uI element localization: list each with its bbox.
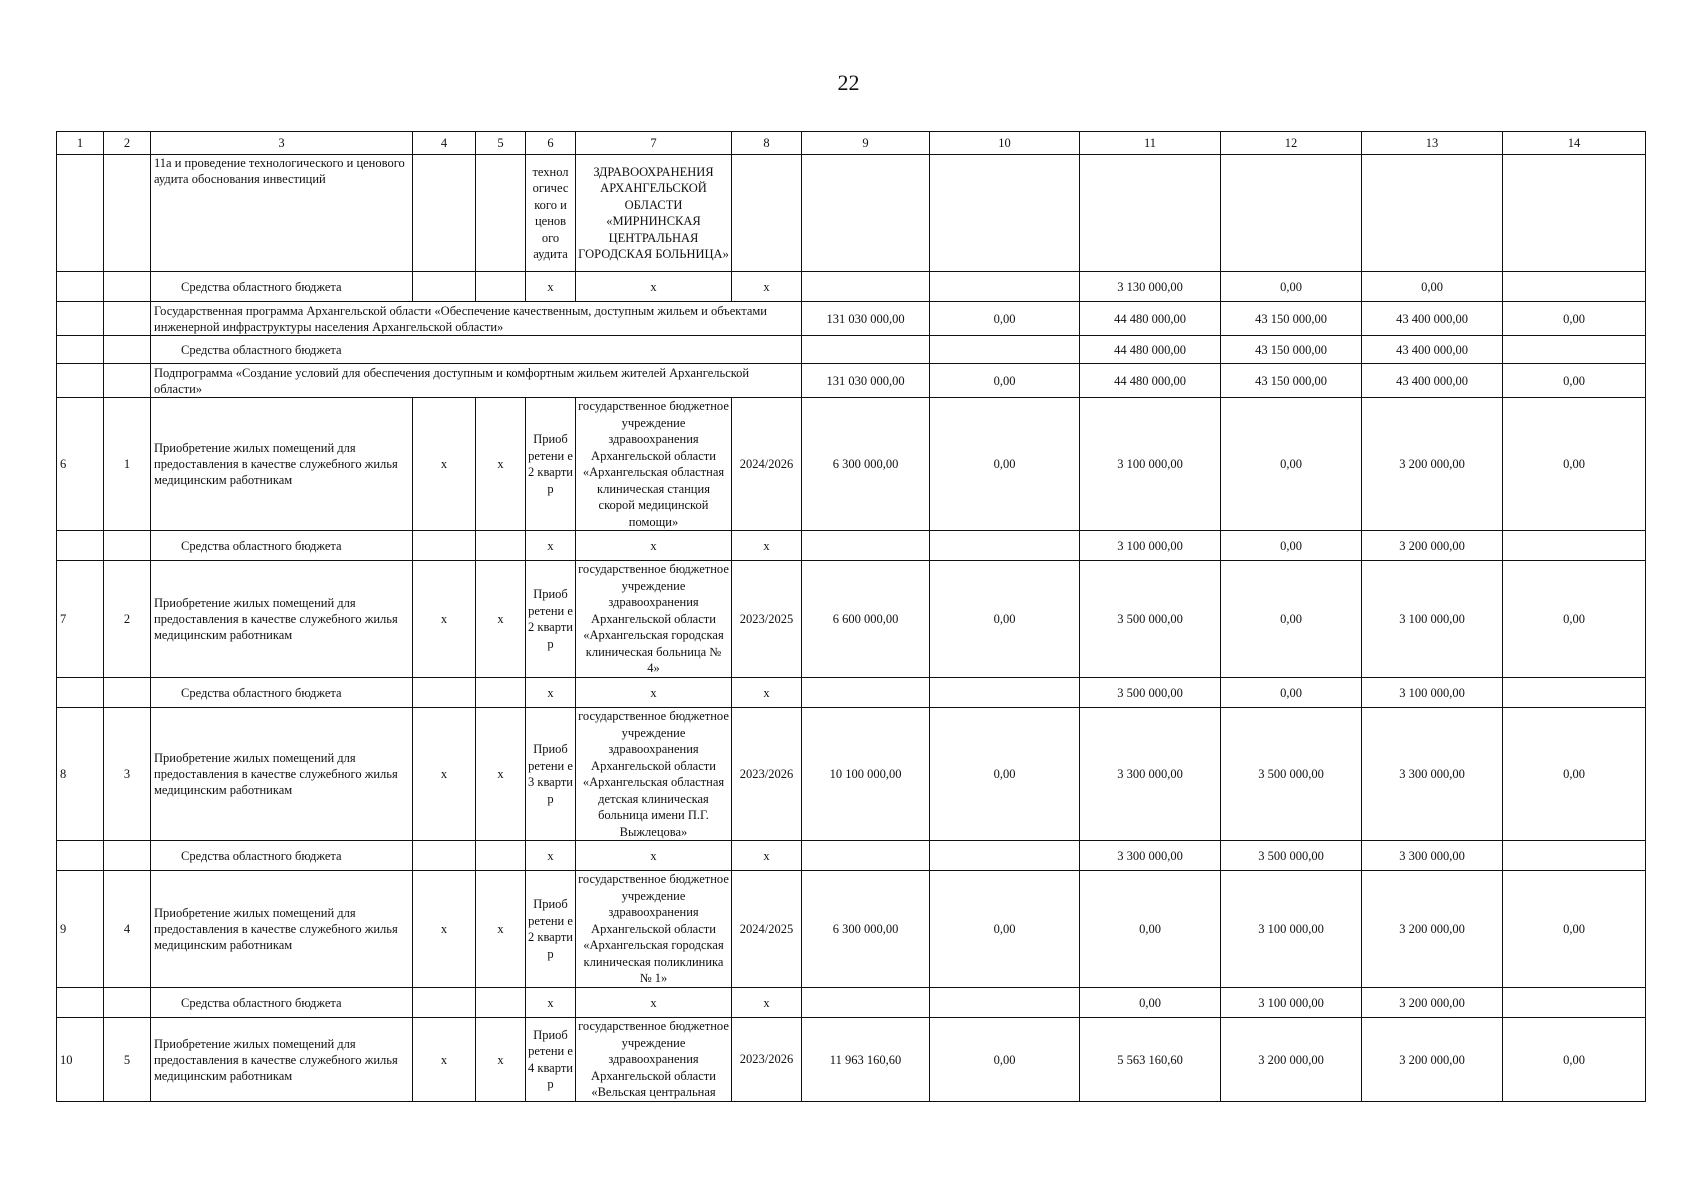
cell-amount: 0,00 bbox=[1221, 531, 1362, 561]
cell bbox=[104, 364, 151, 398]
cell bbox=[476, 841, 526, 871]
continuation-row bbox=[57, 155, 1646, 272]
cell bbox=[930, 988, 1080, 1018]
cell-amount: 0,00 bbox=[930, 708, 1080, 841]
cell-subnumber: 1 bbox=[104, 398, 151, 531]
cell bbox=[413, 155, 476, 272]
cell-type: Приоб ретени е 2 кварти р bbox=[526, 561, 576, 678]
fund-label: Средства областного бюджета bbox=[151, 272, 413, 302]
cell bbox=[732, 155, 802, 272]
cell-subnumber: 5 bbox=[104, 1018, 151, 1102]
cell bbox=[930, 336, 1080, 364]
header-cell: 7 bbox=[576, 132, 732, 155]
cell-amount: 0,00 bbox=[1503, 871, 1646, 988]
cell-amount: 0,00 bbox=[930, 561, 1080, 678]
x-mark: х bbox=[476, 1018, 526, 1102]
cell-amount: 3 200 000,00 bbox=[1362, 988, 1503, 1018]
x-mark: х bbox=[413, 561, 476, 678]
cell bbox=[104, 531, 151, 561]
x-mark: х bbox=[576, 678, 732, 708]
cell-subnumber: 4 bbox=[104, 871, 151, 988]
x-mark: х bbox=[476, 398, 526, 531]
fund-label: Средства областного бюджета bbox=[151, 988, 413, 1018]
cell bbox=[802, 272, 930, 302]
cell bbox=[802, 531, 930, 561]
cell bbox=[104, 988, 151, 1018]
cell bbox=[1362, 155, 1503, 272]
cell-description: Приобретение жилых помещений для предоставления в качестве служебного жилья медицинским работникам bbox=[151, 871, 413, 988]
x-mark: х bbox=[732, 988, 802, 1018]
cell-type: Приоб ретени е 2 кварти р bbox=[526, 871, 576, 988]
cell bbox=[413, 841, 476, 871]
cell bbox=[57, 272, 104, 302]
header-cell: 4 bbox=[413, 132, 476, 155]
item-row bbox=[57, 871, 1646, 988]
x-mark: х bbox=[526, 841, 576, 871]
header-cell: 6 bbox=[526, 132, 576, 155]
cell-amount: 0,00 bbox=[930, 1018, 1080, 1102]
cell-description: Приобретение жилых помещений для предоставления в качестве служебного жилья медицинским работникам bbox=[151, 708, 413, 841]
x-mark: х bbox=[732, 841, 802, 871]
cell bbox=[476, 155, 526, 272]
x-mark: х bbox=[732, 678, 802, 708]
header-cell: 3 bbox=[151, 132, 413, 155]
x-mark: х bbox=[526, 988, 576, 1018]
fund-label: Средства областного бюджета bbox=[151, 531, 413, 561]
x-mark: х bbox=[413, 1018, 476, 1102]
cell-type: Приоб ретени е 4 кварти р bbox=[526, 1018, 576, 1102]
item-row bbox=[57, 561, 1646, 678]
cell-amount: 5 563 160,60 bbox=[1080, 1018, 1221, 1102]
cell-subnumber: 2 bbox=[104, 561, 151, 678]
cell bbox=[802, 155, 930, 272]
cell bbox=[104, 336, 151, 364]
fund-row bbox=[57, 678, 1646, 708]
cell-amount: 0,00 bbox=[930, 398, 1080, 531]
cell bbox=[1221, 155, 1362, 272]
cell-period: 2023/2025 bbox=[732, 561, 802, 678]
cell bbox=[802, 988, 930, 1018]
cell-period: 2024/2026 bbox=[732, 398, 802, 531]
x-mark: х bbox=[576, 841, 732, 871]
cell bbox=[57, 678, 104, 708]
cell-amount: 0,00 bbox=[1221, 561, 1362, 678]
fund-label: Средства областного бюджета bbox=[151, 841, 413, 871]
cell-amount: 43 150 000,00 bbox=[1221, 302, 1362, 336]
cell bbox=[802, 678, 930, 708]
cell bbox=[57, 531, 104, 561]
cell bbox=[476, 988, 526, 1018]
cell bbox=[1503, 988, 1646, 1018]
cell-amount: 3 300 000,00 bbox=[1080, 841, 1221, 871]
cell bbox=[57, 841, 104, 871]
cell-amount: 0,00 bbox=[1221, 398, 1362, 531]
cell bbox=[1080, 155, 1221, 272]
cell-amount: 0,00 bbox=[1080, 988, 1221, 1018]
fund-label: Средства областного бюджета bbox=[151, 336, 802, 364]
cell bbox=[930, 841, 1080, 871]
cell-amount: 11 963 160,60 bbox=[802, 1018, 930, 1102]
header-cell: 11 bbox=[1080, 132, 1221, 155]
cell-amount: 43 150 000,00 bbox=[1221, 364, 1362, 398]
x-mark: х bbox=[576, 531, 732, 561]
cell-amount: 3 100 000,00 bbox=[1080, 531, 1221, 561]
cell bbox=[104, 841, 151, 871]
cell-amount: 0,00 bbox=[1221, 678, 1362, 708]
cell-number: 7 bbox=[57, 561, 104, 678]
cell-amount: 3 300 000,00 bbox=[1080, 708, 1221, 841]
cell-period: 2023/2026 bbox=[732, 708, 802, 841]
cell bbox=[104, 302, 151, 336]
cell-amount: 0,00 bbox=[1080, 871, 1221, 988]
program-row bbox=[57, 302, 1646, 336]
cell-description: Приобретение жилых помещений для предоставления в качестве служебного жилья медицинским работникам bbox=[151, 1018, 413, 1102]
cell bbox=[1503, 272, 1646, 302]
cell-amount: 43 400 000,00 bbox=[1362, 302, 1503, 336]
header-cell: 1 bbox=[57, 132, 104, 155]
cell-amount: 10 100 000,00 bbox=[802, 708, 930, 841]
cell bbox=[930, 155, 1080, 272]
cell-period: 2023/2026 bbox=[732, 1018, 802, 1102]
header-cell: 8 bbox=[732, 132, 802, 155]
x-mark: х bbox=[732, 272, 802, 302]
cell-amount: 3 100 000,00 bbox=[1221, 988, 1362, 1018]
x-mark: х bbox=[526, 272, 576, 302]
cell-number: 6 bbox=[57, 398, 104, 531]
cell-amount: 3 500 000,00 bbox=[1221, 841, 1362, 871]
cell bbox=[104, 272, 151, 302]
fund-row bbox=[57, 531, 1646, 561]
fund-row bbox=[57, 272, 1646, 302]
x-mark: х bbox=[413, 398, 476, 531]
cell-amount: 0,00 bbox=[1362, 272, 1503, 302]
cell-amount: 0,00 bbox=[1503, 302, 1646, 336]
cell-number: 8 bbox=[57, 708, 104, 841]
cell-amount: 3 500 000,00 bbox=[1080, 561, 1221, 678]
cell-amount: 131 030 000,00 bbox=[802, 302, 930, 336]
cell bbox=[413, 531, 476, 561]
cell bbox=[1503, 678, 1646, 708]
cell-institution: государственное бюджетное учреждение здравоохранения Архангельской области «Вельская центральная bbox=[576, 1018, 732, 1102]
cell-amount: 6 600 000,00 bbox=[802, 561, 930, 678]
cell bbox=[57, 155, 104, 272]
page-number: 22 bbox=[837, 70, 860, 95]
header-cell: 10 bbox=[930, 132, 1080, 155]
budget-table bbox=[56, 131, 1646, 1102]
cell-amount: 0,00 bbox=[930, 364, 1080, 398]
fund-row bbox=[57, 988, 1646, 1018]
x-mark: х bbox=[476, 561, 526, 678]
cell-number: 9 bbox=[57, 871, 104, 988]
cell-amount: 0,00 bbox=[1503, 364, 1646, 398]
cell-amount: 3 100 000,00 bbox=[1362, 678, 1503, 708]
header-cell: 9 bbox=[802, 132, 930, 155]
cell-type: технол огичес кого и ценов ого аудита bbox=[526, 155, 576, 272]
cell bbox=[930, 678, 1080, 708]
cell-amount: 3 100 000,00 bbox=[1080, 398, 1221, 531]
cell-institution: ЗДРАВООХРАНЕНИЯ АРХАНГЕЛЬСКОЙ ОБЛАСТИ «МИРНИНСКАЯ ЦЕНТРАЛЬНАЯ ГОРОДСКАЯ БОЛЬНИЦА» bbox=[576, 155, 732, 272]
cell bbox=[930, 272, 1080, 302]
cell bbox=[413, 272, 476, 302]
cell-amount: 0,00 bbox=[1503, 1018, 1646, 1102]
cell-amount: 43 400 000,00 bbox=[1362, 336, 1503, 364]
cell-number: 10 bbox=[57, 1018, 104, 1102]
cell-amount: 6 300 000,00 bbox=[802, 398, 930, 531]
cell bbox=[802, 336, 930, 364]
x-mark: х bbox=[476, 708, 526, 841]
cell-amount: 0,00 bbox=[1503, 708, 1646, 841]
cell-amount: 3 200 000,00 bbox=[1362, 531, 1503, 561]
cell-amount: 44 480 000,00 bbox=[1080, 364, 1221, 398]
cell bbox=[802, 841, 930, 871]
cell-period: 2024/2025 bbox=[732, 871, 802, 988]
x-mark: х bbox=[576, 272, 732, 302]
x-mark: х bbox=[526, 678, 576, 708]
cell-institution: государственное бюджетное учреждение здравоохранения Архангельской области «Архангельская городская клиническая больница № 4» bbox=[576, 561, 732, 678]
cell bbox=[1503, 531, 1646, 561]
cell bbox=[1503, 336, 1646, 364]
cell bbox=[57, 336, 104, 364]
cell bbox=[1503, 841, 1646, 871]
cell-amount: 3 100 000,00 bbox=[1362, 561, 1503, 678]
cell-amount: 3 300 000,00 bbox=[1362, 841, 1503, 871]
cell-description: 11а и проведение технологического и ценового аудита обоснования инвестиций bbox=[151, 155, 413, 272]
cell-type: Приоб ретени е 2 кварти р bbox=[526, 398, 576, 531]
cell-amount: 3 500 000,00 bbox=[1221, 708, 1362, 841]
cell-institution: государственное бюджетное учреждение здравоохранения Архангельской области «Архангельская областная детская клиническая больница имени П.Г. Выжлецова» bbox=[576, 708, 732, 841]
item-row bbox=[57, 1018, 1646, 1102]
item-row bbox=[57, 708, 1646, 841]
cell bbox=[476, 531, 526, 561]
cell-amount: 6 300 000,00 bbox=[802, 871, 930, 988]
cell-amount: 0,00 bbox=[1221, 272, 1362, 302]
x-mark: х bbox=[732, 531, 802, 561]
cell-amount: 43 150 000,00 bbox=[1221, 336, 1362, 364]
cell-type: Приоб ретени е 3 кварти р bbox=[526, 708, 576, 841]
cell-description: Приобретение жилых помещений для предоставления в качестве служебного жилья медицинским работникам bbox=[151, 561, 413, 678]
cell-amount: 0,00 bbox=[1503, 398, 1646, 531]
item-row bbox=[57, 398, 1646, 531]
cell-amount: 3 200 000,00 bbox=[1362, 871, 1503, 988]
x-mark: х bbox=[413, 708, 476, 841]
cell-amount: 3 200 000,00 bbox=[1362, 398, 1503, 531]
cell-amount: 43 400 000,00 bbox=[1362, 364, 1503, 398]
x-mark: х bbox=[413, 871, 476, 988]
header-cell: 5 bbox=[476, 132, 526, 155]
cell bbox=[930, 531, 1080, 561]
cell-institution: государственное бюджетное учреждение здравоохранения Архангельской области «Архангельская городская клиническая поликлиника № 1» bbox=[576, 871, 732, 988]
cell-description: Приобретение жилых помещений для предоставления в качестве служебного жилья медицинским работникам bbox=[151, 398, 413, 531]
cell-amount: 0,00 bbox=[1503, 561, 1646, 678]
cell bbox=[57, 302, 104, 336]
x-mark: х bbox=[526, 531, 576, 561]
header-cell: 13 bbox=[1362, 132, 1503, 155]
cell-institution: государственное бюджетное учреждение здравоохранения Архангельской области «Архангельская областная клиническая станция скорой медицинской помощи» bbox=[576, 398, 732, 531]
cell-amount: 3 200 000,00 bbox=[1362, 1018, 1503, 1102]
cell-amount: 0,00 bbox=[930, 302, 1080, 336]
subprogram-title: Подпрограмма «Создание условий для обеспечения доступным и комфортным жильем жителей Архангельской области» bbox=[151, 364, 802, 398]
cell-amount: 3 130 000,00 bbox=[1080, 272, 1221, 302]
cell bbox=[476, 272, 526, 302]
header-cell: 14 bbox=[1503, 132, 1646, 155]
fund-row bbox=[57, 336, 1646, 364]
fund-row bbox=[57, 841, 1646, 871]
cell bbox=[476, 678, 526, 708]
cell-amount: 0,00 bbox=[930, 871, 1080, 988]
cell bbox=[57, 988, 104, 1018]
x-mark: х bbox=[476, 871, 526, 988]
cell-amount: 3 500 000,00 bbox=[1080, 678, 1221, 708]
cell-amount: 44 480 000,00 bbox=[1080, 302, 1221, 336]
fund-label: Средства областного бюджета bbox=[151, 678, 413, 708]
cell-amount: 3 200 000,00 bbox=[1221, 1018, 1362, 1102]
cell-amount: 3 100 000,00 bbox=[1221, 871, 1362, 988]
cell bbox=[104, 155, 151, 272]
cell-amount: 44 480 000,00 bbox=[1080, 336, 1221, 364]
header-cell: 2 bbox=[104, 132, 151, 155]
cell bbox=[104, 678, 151, 708]
header-cell: 12 bbox=[1221, 132, 1362, 155]
subprogram-row bbox=[57, 364, 1646, 398]
cell bbox=[57, 364, 104, 398]
x-mark: х bbox=[576, 988, 732, 1018]
cell bbox=[413, 988, 476, 1018]
cell bbox=[1503, 155, 1646, 272]
cell-amount: 131 030 000,00 bbox=[802, 364, 930, 398]
cell bbox=[413, 678, 476, 708]
cell-subnumber: 3 bbox=[104, 708, 151, 841]
cell-amount: 3 300 000,00 bbox=[1362, 708, 1503, 841]
header-row bbox=[57, 132, 1646, 155]
program-title: Государственная программа Архангельской области «Обеспечение качественным, доступным жильем и объектами инженерной инфраструктуры населения Архангельской области» bbox=[151, 302, 802, 336]
